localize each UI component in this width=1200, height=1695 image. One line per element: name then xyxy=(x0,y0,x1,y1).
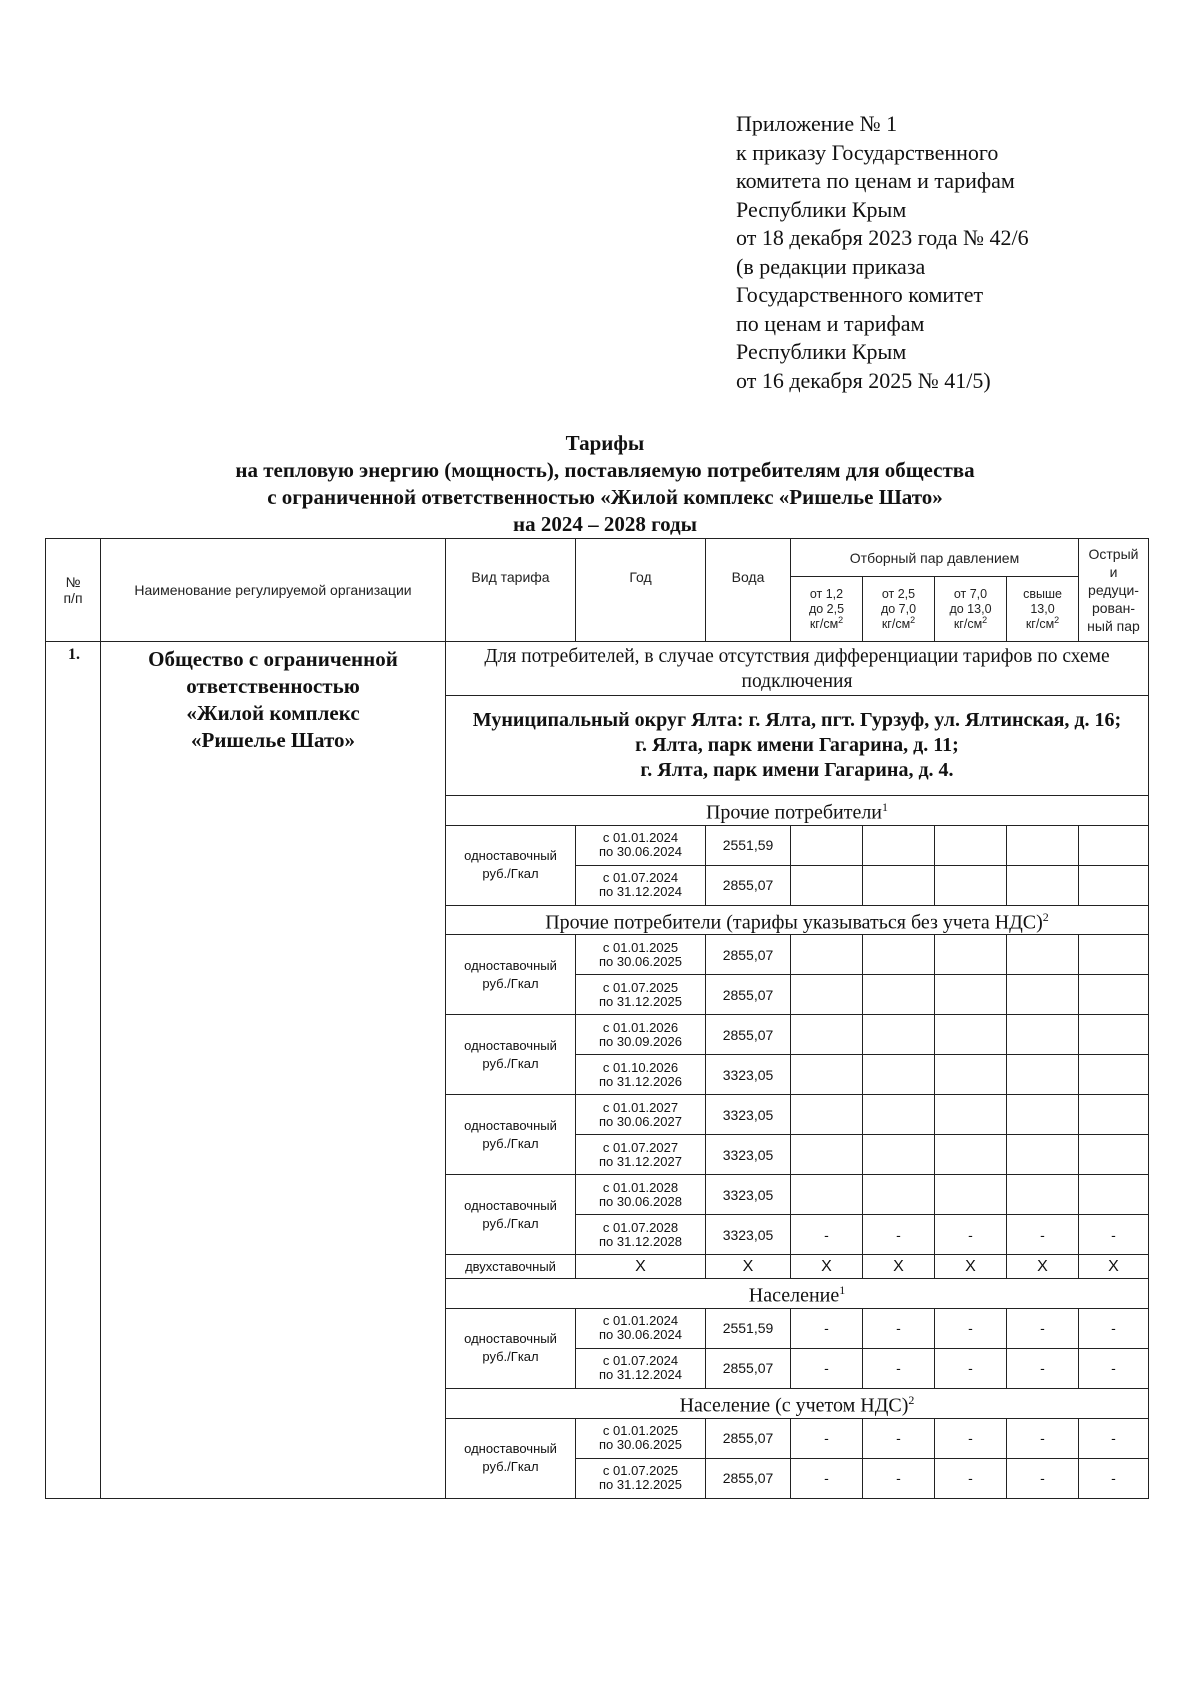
steam-tariff-cell xyxy=(791,1095,863,1135)
header-sharp-steam-line: Острый xyxy=(1088,546,1139,562)
tariff-table xyxy=(45,538,1149,1499)
period-from: с 01.01.2027 xyxy=(602,1099,679,1115)
water-tariff-value: 3323,05 xyxy=(706,1215,791,1255)
steam-tariff-cell: - xyxy=(935,1348,1007,1388)
two-part-tariff-cell: Х xyxy=(791,1255,863,1279)
document-heading xyxy=(45,430,1165,538)
period-from: с 01.01.2024 xyxy=(602,830,679,846)
steam-tariff-cell xyxy=(863,935,935,975)
steam-tariff-cell xyxy=(935,825,1007,865)
period-to: по 30.09.2026 xyxy=(599,1033,682,1049)
tariff-type xyxy=(446,1015,576,1095)
steam-tariff-cell: - xyxy=(791,1215,863,1255)
tariff-unit-label: руб./Гкал xyxy=(482,975,539,991)
steam-tariff-cell: - xyxy=(863,1418,935,1458)
consumer-section-title xyxy=(446,1388,1149,1418)
steam-tariff-cell: - xyxy=(1079,1458,1149,1498)
steam-tariff-cell xyxy=(935,1175,1007,1215)
header-number-line: № xyxy=(65,574,81,590)
steam-tariff-cell: - xyxy=(1079,1215,1149,1255)
steam-tariff-cell xyxy=(1079,1095,1149,1135)
period-to: по 30.06.2024 xyxy=(599,1327,682,1343)
period-cell xyxy=(576,1135,706,1175)
header-steam-group: Отборный пар давлением xyxy=(791,539,1079,577)
header-steam-line: свыше xyxy=(1023,586,1062,601)
period-to: по 31.12.2026 xyxy=(599,1073,682,1089)
period-to: по 31.12.2024 xyxy=(599,884,682,900)
two-part-tariff-cell: Х xyxy=(935,1255,1007,1279)
steam-tariff-cell xyxy=(1079,1135,1149,1175)
tariff-unit-label: руб./Гкал xyxy=(482,1215,539,1231)
consumer-section-title xyxy=(446,1279,1149,1309)
steam-tariff-cell xyxy=(935,1095,1007,1135)
header-sharp-steam-line: и xyxy=(1109,564,1118,580)
steam-tariff-cell: - xyxy=(863,1458,935,1498)
steam-tariff-cell: - xyxy=(791,1458,863,1498)
header-number-line: п/п xyxy=(63,590,83,606)
appendix-line: Республики Крым xyxy=(736,196,907,222)
header-steam-unit-sup: 2 xyxy=(910,614,916,625)
section-title-text: Население (с учетом НДС) xyxy=(679,1394,909,1417)
steam-tariff-cell xyxy=(935,865,1007,905)
two-part-tariff-cell: Х xyxy=(576,1255,706,1279)
steam-tariff-cell: - xyxy=(1007,1458,1079,1498)
section-title-text: Население xyxy=(748,1284,840,1307)
tariff-unit-label: руб./Гкал xyxy=(482,1349,539,1365)
steam-tariff-cell: - xyxy=(935,1215,1007,1255)
steam-tariff-cell xyxy=(1007,1055,1079,1095)
water-tariff-value: 2855,07 xyxy=(706,1418,791,1458)
header-steam-line: от 1,2 xyxy=(809,586,844,601)
period-from: с 01.01.2028 xyxy=(602,1179,679,1195)
header-steam-unit xyxy=(1007,614,1078,632)
header-steam-unit-sup: 2 xyxy=(982,614,988,625)
header-steam-line: от 7,0 xyxy=(953,586,988,601)
steam-tariff-cell: - xyxy=(935,1418,1007,1458)
period-to: по 30.06.2024 xyxy=(599,844,682,860)
section-footnote-mark: 1 xyxy=(882,800,889,814)
header-steam-line: до 2,5 xyxy=(808,601,845,616)
steam-tariff-cell xyxy=(863,1135,935,1175)
header-organization: Наименование регулируемой организации xyxy=(101,539,446,642)
table-row xyxy=(46,642,1149,696)
section-footnote-mark: 1 xyxy=(839,1283,846,1298)
steam-tariff-cell: - xyxy=(1079,1308,1149,1348)
period-cell xyxy=(576,1308,706,1348)
appendix-line: Приложение № 1 xyxy=(736,111,898,136)
header-steam-col xyxy=(935,577,1007,642)
document-title: Тарифы xyxy=(565,431,645,455)
header-steam-line: от 2,5 xyxy=(881,586,916,601)
period-cell xyxy=(576,935,706,975)
organization-name-line: ответственностью xyxy=(186,674,360,698)
tariff-type xyxy=(446,1095,576,1175)
header-steam-unit xyxy=(791,614,862,632)
period-cell xyxy=(576,1418,706,1458)
steam-tariff-cell xyxy=(791,1015,863,1055)
period-from: с 01.07.2024 xyxy=(602,870,679,886)
tariff-type-label: одноставочный xyxy=(464,957,557,973)
period-cell xyxy=(576,1458,706,1498)
steam-tariff-cell: - xyxy=(1007,1308,1079,1348)
organization-name-line: «Ришелье Шато» xyxy=(191,728,355,752)
steam-tariff-cell: - xyxy=(1079,1418,1149,1458)
period-cell xyxy=(576,865,706,905)
steam-tariff-cell: - xyxy=(863,1348,935,1388)
period-to: по 30.06.2025 xyxy=(599,953,682,969)
water-tariff-value: 2855,07 xyxy=(706,865,791,905)
header-steam-unit-text: кг/см xyxy=(1025,616,1055,631)
tariff-type xyxy=(446,1175,576,1255)
period-cell xyxy=(576,1015,706,1055)
header-tariff-type: Вид тарифа xyxy=(446,539,576,642)
steam-tariff-cell xyxy=(1079,825,1149,865)
two-part-tariff-cell: Х xyxy=(863,1255,935,1279)
steam-tariff-cell xyxy=(791,935,863,975)
appendix-line: от 16 декабря 2025 № 41/5) xyxy=(736,367,991,393)
section-title-text: Прочие потребители (тарифы указываться без учета НДС) xyxy=(545,911,1043,934)
water-tariff-value: 3323,05 xyxy=(706,1135,791,1175)
steam-tariff-cell: - xyxy=(935,1308,1007,1348)
two-part-tariff-cell: Х xyxy=(1007,1255,1079,1279)
steam-tariff-cell xyxy=(935,975,1007,1015)
period-from: с 01.07.2025 xyxy=(602,979,679,995)
two-part-tariff-cell: Х xyxy=(706,1255,791,1279)
tariff-type xyxy=(446,1308,576,1388)
table-header-row xyxy=(46,539,1149,577)
tariff-unit-label: руб./Гкал xyxy=(482,1459,539,1475)
header-steam-line: до 7,0 xyxy=(880,601,917,616)
steam-tariff-cell xyxy=(1079,1175,1149,1215)
header-sharp-steam-line: ный пар xyxy=(1087,618,1140,634)
steam-tariff-cell xyxy=(863,975,935,1015)
row-number: 1. xyxy=(46,642,101,1499)
header-steam-unit xyxy=(935,614,1006,632)
steam-tariff-cell xyxy=(791,865,863,905)
steam-tariff-cell: - xyxy=(1007,1348,1079,1388)
header-steam-col xyxy=(791,577,863,642)
period-cell xyxy=(576,1095,706,1135)
steam-tariff-cell xyxy=(1079,865,1149,905)
tariff-type-label: одноставочный xyxy=(464,848,557,864)
header-steam-col xyxy=(1007,577,1079,642)
tariff-type xyxy=(446,1418,576,1498)
period-cell xyxy=(576,975,706,1015)
period-to: по 31.12.2027 xyxy=(599,1153,682,1169)
period-from: с 01.07.2028 xyxy=(602,1219,679,1235)
header-water: Вода xyxy=(706,539,791,642)
appendix-line: Республики Крым xyxy=(736,339,907,364)
consumer-section-title xyxy=(446,905,1149,935)
steam-tariff-cell xyxy=(1007,975,1079,1015)
section-footnote-mark: 2 xyxy=(908,1392,915,1407)
two-part-tariff-cell: Х xyxy=(1079,1255,1149,1279)
tariff-type-label: одноставочный xyxy=(464,1037,557,1053)
steam-tariff-cell xyxy=(1007,935,1079,975)
water-tariff-value: 2855,07 xyxy=(706,1015,791,1055)
period-to: по 31.12.2024 xyxy=(599,1367,682,1383)
steam-tariff-cell xyxy=(1007,1135,1079,1175)
steam-tariff-cell xyxy=(1079,975,1149,1015)
steam-tariff-cell: - xyxy=(1007,1215,1079,1255)
steam-tariff-cell xyxy=(863,865,935,905)
service-area-line: г. Ялта, парк имени Гагарина, д. 11; xyxy=(635,734,959,756)
period-from: с 01.10.2026 xyxy=(602,1059,679,1075)
period-to: по 30.06.2025 xyxy=(599,1437,682,1453)
steam-tariff-cell xyxy=(791,1175,863,1215)
steam-tariff-cell: - xyxy=(791,1418,863,1458)
steam-tariff-cell: - xyxy=(935,1458,1007,1498)
service-area-line: г. Ялта, парк имени Гагарина, д. 4. xyxy=(640,759,954,781)
steam-tariff-cell: - xyxy=(1007,1418,1079,1458)
document-subtitle: с ограниченной ответственностью «Жилой комплекс «Ришелье Шато» xyxy=(267,485,943,509)
organization-name-line: «Жилой комплекс xyxy=(186,701,360,725)
period-from: с 01.07.2025 xyxy=(602,1463,679,1479)
steam-tariff-cell xyxy=(791,975,863,1015)
steam-tariff-cell xyxy=(1079,1055,1149,1095)
appendix-block xyxy=(736,110,1029,395)
steam-tariff-cell xyxy=(1079,935,1149,975)
appendix-line: (в редакции приказа xyxy=(736,253,926,279)
steam-tariff-cell xyxy=(935,1055,1007,1095)
water-tariff-value: 2855,07 xyxy=(706,975,791,1015)
steam-tariff-cell xyxy=(1007,825,1079,865)
appendix-line: к приказу Государственного xyxy=(736,139,999,165)
header-number xyxy=(46,539,101,642)
steam-tariff-cell xyxy=(935,935,1007,975)
steam-tariff-cell: - xyxy=(1079,1348,1149,1388)
section-title-text: Прочие потребители xyxy=(705,801,883,824)
document-subtitle: на тепловую энергию (мощность), поставляемую потребителям для общества xyxy=(235,458,975,482)
water-tariff-value: 2551,59 xyxy=(706,825,791,865)
period-to: по 30.06.2028 xyxy=(599,1193,682,1209)
header-steam-unit-sup: 2 xyxy=(838,614,844,625)
document-subtitle: на 2024 – 2028 годы xyxy=(512,512,698,536)
steam-tariff-cell xyxy=(863,1055,935,1095)
header-sharp-steam-line: редуци- xyxy=(1088,582,1139,598)
period-cell xyxy=(576,825,706,865)
period-cell xyxy=(576,1215,706,1255)
steam-tariff-cell xyxy=(935,1135,1007,1175)
appendix-line: по ценам и тарифам xyxy=(736,310,925,336)
water-tariff-value: 2551,59 xyxy=(706,1308,791,1348)
header-steam-line: до 13,0 xyxy=(949,601,992,616)
tariff-type xyxy=(446,825,576,905)
scheme-note: Для потребителей, в случае отсутствия дифференциации тарифов по схеме подключения xyxy=(446,642,1149,696)
two-part-tariff-label: двухставочный xyxy=(446,1255,576,1279)
period-cell xyxy=(576,1175,706,1215)
appendix-line: комитета по ценам и тарифам xyxy=(736,168,1015,193)
steam-tariff-cell xyxy=(935,1015,1007,1055)
header-sharp-steam xyxy=(1079,539,1149,642)
steam-tariff-cell xyxy=(1007,1095,1079,1135)
period-from: с 01.01.2025 xyxy=(602,939,679,955)
header-steam-unit-text: кг/см xyxy=(809,616,839,631)
period-to: по 30.06.2027 xyxy=(599,1113,682,1129)
period-from: с 01.07.2027 xyxy=(602,1139,679,1155)
tariff-type-label: одноставочный xyxy=(464,1117,557,1133)
period-to: по 31.12.2025 xyxy=(599,1477,682,1493)
consumer-section-title xyxy=(446,796,1149,826)
steam-tariff-cell xyxy=(1007,1015,1079,1055)
organization-name-line: Общество с ограниченной xyxy=(148,647,398,671)
header-steam-unit xyxy=(863,614,934,632)
steam-tariff-cell xyxy=(791,1135,863,1175)
tariff-type-label: одноставочный xyxy=(464,1331,557,1347)
tariff-type-label: одноставочный xyxy=(464,1441,557,1457)
steam-tariff-cell xyxy=(863,1175,935,1215)
tariff-unit-label: руб./Гкал xyxy=(482,1055,539,1071)
header-steam-unit-text: кг/см xyxy=(881,616,911,631)
period-to: по 31.12.2025 xyxy=(599,993,682,1009)
steam-tariff-cell xyxy=(791,1055,863,1095)
steam-tariff-cell: - xyxy=(863,1215,935,1255)
header-steam-unit-sup: 2 xyxy=(1054,614,1060,625)
steam-tariff-cell xyxy=(863,825,935,865)
steam-tariff-cell xyxy=(863,1015,935,1055)
water-tariff-value: 2855,07 xyxy=(706,1458,791,1498)
service-area-line: Муниципальный округ Ялта: г. Ялта, пгт. Гурзуф, ул. Ялтинская, д. 16; xyxy=(472,709,1122,731)
steam-tariff-cell xyxy=(1007,865,1079,905)
tariff-unit-label: руб./Гкал xyxy=(482,866,539,882)
appendix-line: от 18 декабря 2023 года № 42/6 xyxy=(736,225,1029,250)
steam-tariff-cell xyxy=(1079,1015,1149,1055)
steam-tariff-cell: - xyxy=(791,1348,863,1388)
water-tariff-value: 3323,05 xyxy=(706,1055,791,1095)
header-steam-line: 13,0 xyxy=(1030,601,1055,616)
appendix-line: Государственного комитет xyxy=(736,282,984,307)
section-footnote-mark: 2 xyxy=(1042,909,1049,924)
water-tariff-value: 2855,07 xyxy=(706,935,791,975)
water-tariff-value: 2855,07 xyxy=(706,1348,791,1388)
water-tariff-value: 3323,05 xyxy=(706,1095,791,1135)
steam-tariff-cell: - xyxy=(863,1308,935,1348)
water-tariff-value: 3323,05 xyxy=(706,1175,791,1215)
period-cell xyxy=(576,1348,706,1388)
period-from: с 01.01.2024 xyxy=(602,1313,679,1329)
period-from: с 01.01.2026 xyxy=(602,1019,679,1035)
steam-tariff-cell xyxy=(1007,1175,1079,1215)
service-area xyxy=(446,696,1149,796)
steam-tariff-cell xyxy=(863,1095,935,1135)
period-to: по 31.12.2028 xyxy=(599,1233,682,1249)
tariff-type xyxy=(446,935,576,1015)
tariff-type-label: одноставочный xyxy=(464,1197,557,1213)
header-steam-unit-text: кг/см xyxy=(953,616,983,631)
header-year: Год xyxy=(576,539,706,642)
period-cell xyxy=(576,1055,706,1095)
steam-tariff-cell xyxy=(791,825,863,865)
period-from: с 01.01.2025 xyxy=(602,1423,679,1439)
organization-name xyxy=(101,642,446,1499)
header-sharp-steam-line: рован- xyxy=(1091,600,1136,616)
steam-tariff-cell: - xyxy=(791,1308,863,1348)
tariff-unit-label: руб./Гкал xyxy=(482,1135,539,1151)
header-steam-col xyxy=(863,577,935,642)
period-from: с 01.07.2024 xyxy=(602,1353,679,1369)
